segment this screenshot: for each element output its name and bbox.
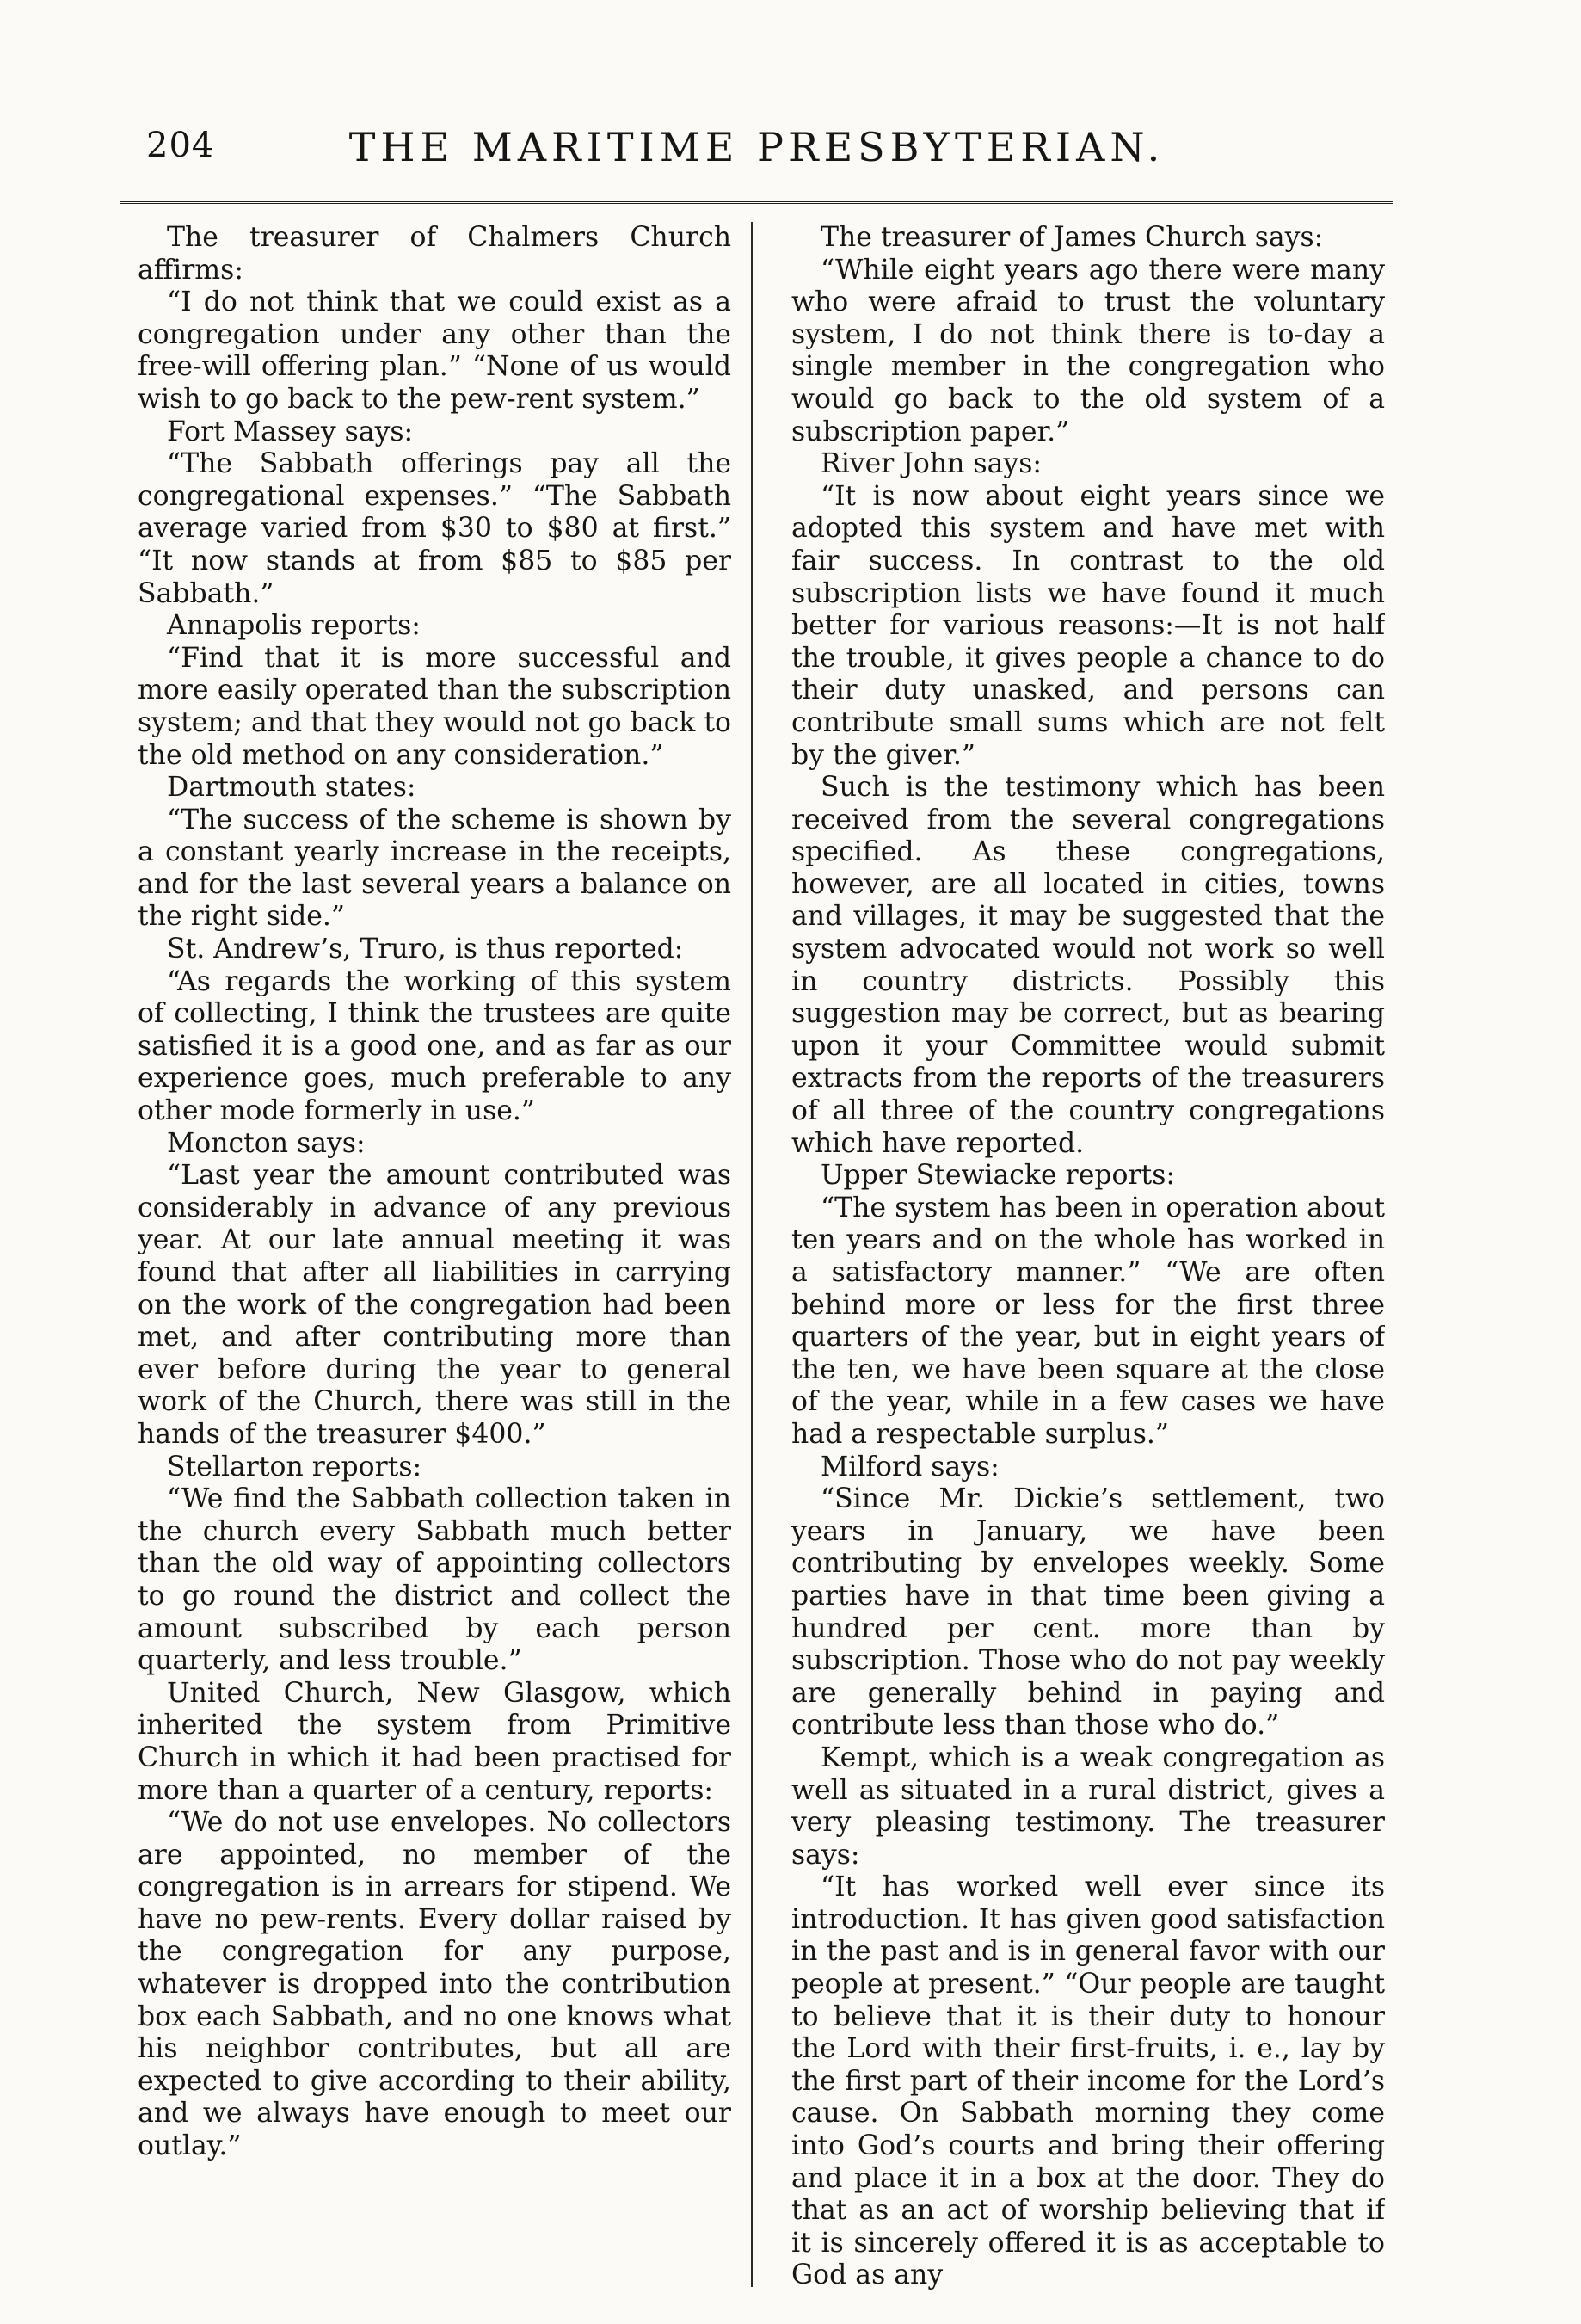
paragraph: Dartmouth states: — [167, 772, 416, 804]
quotation: “It has worked well ever since its introduction. It has given good satisfaction in the past and is in general favor with our people at present.” “Our people are taught to believe that it is their duty to honour the Lord with their first-fruits, i. e., lay by the first part of their income for the Lord’s cause. On Sabbath morning they come into God’s courts and bring their offering and place it in a box at the door. They do that as an act of worship believing that if it is sincerely offered it is as acceptable to God as any — [791, 1871, 1385, 2291]
quotation: “I do not think that we could exist as a congregation under any other than the free-will offering plan.” “None of us would wish to go back to the pew-rent system.” — [138, 287, 731, 415]
running-title: THE MARITIME PRESBYTERIAN. — [348, 124, 1166, 170]
paragraph: The treasurer of Chalmers Church affirms: — [138, 222, 731, 286]
paragraph: Fort Massey says: — [167, 416, 414, 447]
quotation: “The success of the scheme is shown by a constant yearly increase in the receipts, and for the last several years a balance on the right side.” — [138, 804, 731, 933]
quotation: “Last year the amount contributed was considerably in advance of any previous year. At our late annual meeting it was found that after all liabilities in carrying on the work of the congregation had been met, and after contributing more than ever before during the year to general work of the Church, there was still in the hands of the treasurer $400.” — [138, 1160, 731, 1450]
quotation: “The Sabbath offerings pay all the congregational expenses.” “The Sabbath average varied from $30 to $80 at first.” “It now stands at from $85 to $85 per Sabbath.” — [138, 448, 731, 609]
paragraph: St. Andrew’s, Truro, is thus reported: — [167, 934, 684, 965]
paragraph: Such is the testimony which has been received from the several congregations specified. As these congregations, however, are all located in cities, towns and villages, it may be suggested that the system advocated would not work so well in country districts. Possibly this suggestion may be correct, but as bearing upon it your Committee would submit extracts from the reports of the treasurers of all three of the country congregations which have reported. — [791, 772, 1385, 1159]
paragraph: Kempt, which is a weak congregation as well as situated in a rural district, gives a very pleasing testimony. The treasurer says: — [791, 1741, 1385, 1871]
paragraph: United Church, New Glasgow, which inherited the system from Primitive Church in which it had been practised for more than a quarter of a century, reports: — [138, 1677, 731, 1806]
paragraph: Annapolis reports: — [167, 610, 421, 642]
quotation: “The system has been in operation about ten years and on the whole has worked in a satisfactory manner.” “We are often behind more or less for the first three quarters of the year, but in eight years of the ten, we have been square at the close of the year, while in a few cases we have had a respectable surplus.” — [791, 1192, 1385, 1450]
page-number: 204 — [146, 126, 215, 165]
right-column — [791, 222, 1385, 2304]
paragraph: Upper Stewiacke reports: — [821, 1160, 1175, 1192]
quotation: “It is now about eight years since we adopted this system and have met with fair success. In contrast to the old subscription lists we have found it much better for various reasons:—It is not half the trouble, it gives people a chance to do their duty unasked, and persons can contribute small sums which are not felt by the giver.” — [791, 480, 1385, 771]
paragraph: Stellarton reports: — [167, 1451, 422, 1483]
paragraph: River John says: — [821, 448, 1042, 480]
column-divider — [751, 222, 753, 2287]
quotation: “While eight years ago there were many who were afraid to trust the voluntary system, I do not think there is to-day a single member in the congregation who would go back to the old system of a subscription paper.” — [791, 254, 1385, 447]
quotation: “As regards the working of this system of collecting, I think the trustees are quite satisfied it is a good one, and as far as our experience goes, much preferable to any other mode formerly in use.” — [138, 965, 731, 1127]
quotation: “We find the Sabbath collection taken in the church every Sabbath much better than the old way of appointing collectors to go round the district and collect the amount subscribed by each person quarterly, and less trouble.” — [138, 1483, 731, 1677]
paragraph: The treasurer of James Church says: — [821, 222, 1324, 253]
quotation: “We do not use envelopes. No collectors are appointed, no member of the congregation is in arrears for stipend. We have no pew-rents. Every dollar raised by the congregation for any purpose, whatever is dropped into the contribution box each Sabbath, and no one knows what his neighbor contributes, but all are expected to give according to their ability, and we always have enough to meet our outlay.” — [138, 1807, 731, 2162]
left-column — [138, 222, 731, 2304]
page-header — [138, 119, 1376, 179]
header-rule — [120, 201, 1393, 204]
paragraph: Moncton says: — [167, 1127, 366, 1159]
quotation: “Find that it is more successful and more easily operated than the subscription system; and that they would not go back to the old method on any consideration.” — [138, 642, 731, 771]
quotation: “Since Mr. Dickie’s settlement, two years in January, we have been contributing by envelopes weekly. Some parties have in that time been giving a hundred per cent. more than by subscription. Those who do not pay weekly are generally behind in paying and contribute less than those who do.” — [791, 1483, 1385, 1741]
paragraph: Milford says: — [821, 1451, 1000, 1483]
